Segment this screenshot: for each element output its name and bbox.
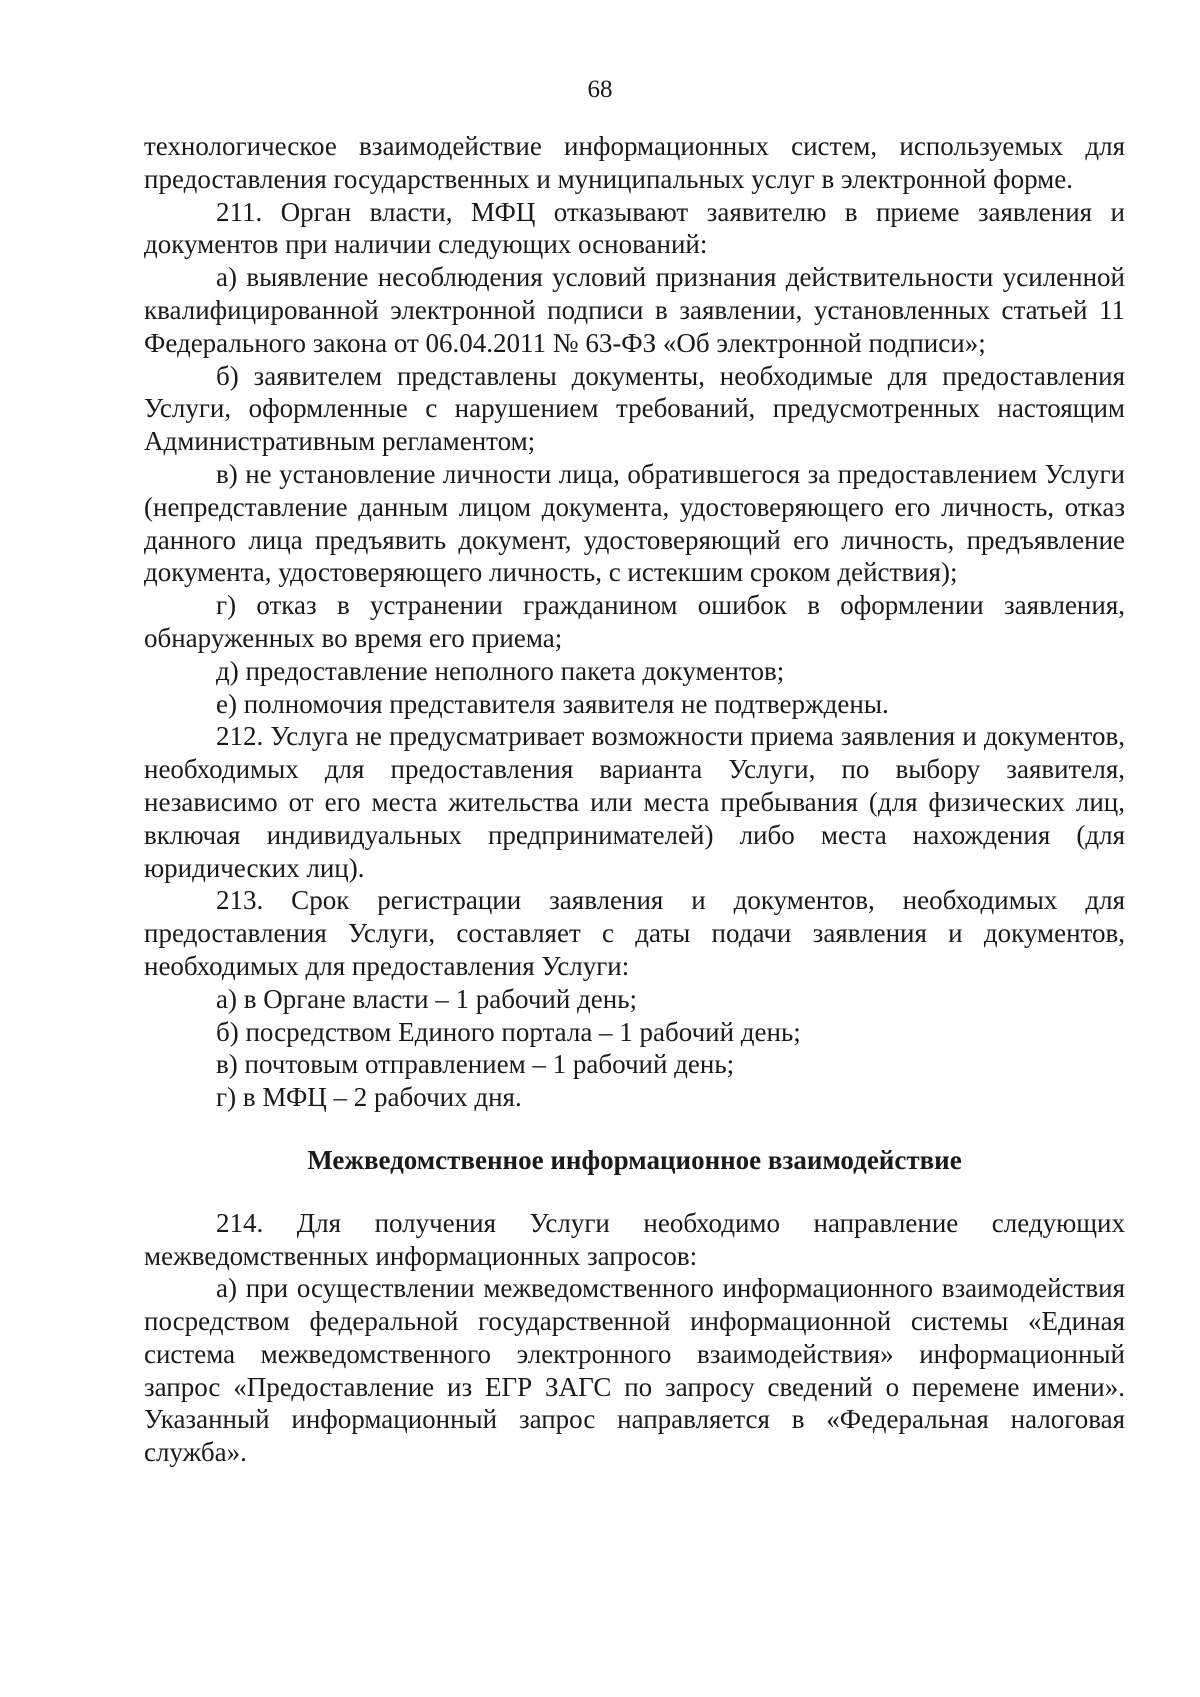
paragraph-214: 214. Для получения Услуги необходимо направление следующих межведомственных информационных запросов: bbox=[144, 1207, 1125, 1271]
paragraph-212: 212. Услуга не предусматривает возможности приема заявления и документов, необходимых для предоставления варианта Услуги, по выбору заявителя, независимо от его места жительства или места пребывания (для физических лиц, включая индивидуальных предпринимателей) либо места нахождения (для юридических лиц). bbox=[144, 721, 1125, 883]
list-item-213-a: а) в Органе власти – 1 рабочий день; bbox=[216, 983, 638, 1014]
section-heading: Межведомственное информационное взаимодействие bbox=[307, 1144, 962, 1175]
list-item-213-v: в) почтовым отправлением – 1 рабочий день; bbox=[216, 1049, 735, 1080]
list-item-211-v: в) не установление личности лица, обратившегося за предоставлением Услуги (непредставление данным лицом документа, удостоверяющего его личность, отказ данного лица предъявить документ, удостоверяющий его личность, предъявление документа, удостоверяющего личность, с истекшим сроком действия); bbox=[144, 458, 1125, 588]
list-item-211-b: б) заявителем представлены документы, необходимые для предоставления Услуги, оформленные с нарушением требований, предусмотренных настоящим Административным регламентом; bbox=[144, 360, 1125, 457]
paragraph-213: 213. Срок регистрации заявления и документов, необходимых для предоставления Услуги, составляет с даты подачи заявления и документов, необходимых для предоставления Услуги: bbox=[144, 885, 1125, 981]
document-body bbox=[144, 130, 1125, 1469]
paragraph-211: 211. Орган власти, МФЦ отказывают заявителю в приеме заявления и документов при наличии следующих оснований: bbox=[144, 196, 1125, 260]
page-number: 68 bbox=[587, 76, 613, 103]
list-item-214-a: а) при осуществлении межведомственного информационного взаимодействия посредством федеральной государственной информационной системы «Единая система межведомственного электронного взаимодействия» информационный запрос «Предоставление из ЕГР ЗАГС по запросу сведений о перемене имени». Указанный информационный запрос направляется в «Федеральная налоговая служба». bbox=[144, 1273, 1125, 1468]
list-item-213-g: г) в МФЦ – 2 рабочих дня. bbox=[216, 1082, 522, 1113]
list-item-211-a: а) выявление несоблюдения условий признания действительности усиленной квалифицированной электронной подписи в заявлении, установленных статьей 11 Федерального закона от 06.04.2011 № 63-ФЗ «Об электронной подписи»; bbox=[144, 262, 1125, 358]
paragraph-continuation: технологическое взаимодействие информационных систем, используемых для предоставления государственных и муниципальных услуг в электронной форме. bbox=[144, 131, 1125, 194]
list-item-213-b: б) посредством Единого портала – 1 рабочий день; bbox=[216, 1016, 801, 1047]
list-item-211-d: д) предоставление неполного пакета документов; bbox=[216, 655, 785, 686]
list-item-211-e: е) полномочия представителя заявителя не подтверждены. bbox=[216, 688, 889, 719]
list-item-211-g: г) отказ в устранении гражданином ошибок в оформлении заявления, обнаруженных во время его приема; bbox=[144, 590, 1125, 653]
